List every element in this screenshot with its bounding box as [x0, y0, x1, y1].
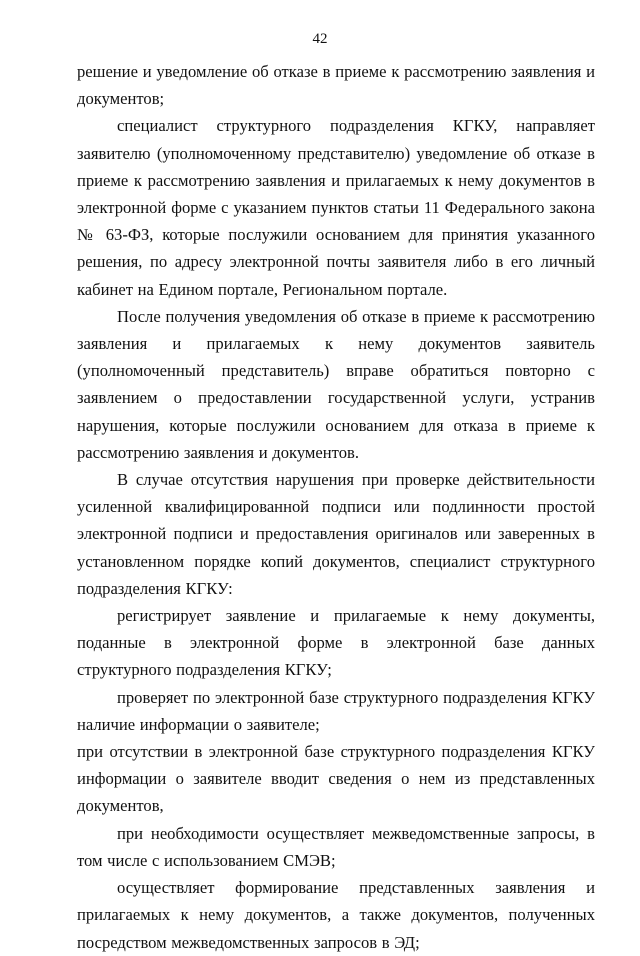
- page-number: 42: [312, 31, 328, 47]
- paragraph: специалист структурного подразделения КГКУ, направляет заявителю (уполномоченному представителю) уведомление об отказе в приеме к рассмотрению заявления и прилагаемых к нему документов в электронной форме с указанием пунктов статьи 11 Федерального закона № 63-ФЗ, которые послужили основанием для принятия указанного решения, по адресу электронной почты заявителя либо в его личный кабинет на Едином портале, Региональном портале.: [77, 116, 595, 299]
- paragraph: В случае отсутствия нарушения при проверке действительности усиленной квалифицированной подписи или подлинности простой электронной подписи и предоставления оригиналов или заверенных в установленном порядке копий документов, специалист структурного подразделения КГКУ:: [77, 470, 595, 598]
- paragraph: осуществляет формирование представленных заявления и прилагаемых к нему документов, а также документов, полученных посредством межведомственных запросов в ЭД;: [77, 878, 595, 952]
- paragraph: при необходимости осуществляет межведомственные запросы, в том числе с использованием СМЭВ;: [77, 823, 595, 870]
- paragraph: проверяет по электронной базе структурного подразделения КГКУ наличие информации о заявителе;: [77, 687, 595, 734]
- document-body: [77, 58, 595, 956]
- paragraph: решение и уведомление об отказе в приеме к рассмотрению заявления и документов;: [77, 62, 595, 109]
- paragraph: при отсутствии в электронной базе структурного подразделения КГКУ информации о заявителе вводит сведения о нем из представленных документов,: [77, 742, 595, 816]
- paragraph: регистрирует заявление и прилагаемые к нему документы, поданные в электронной форме в электронной базе данных структурного подразделения КГКУ;: [77, 606, 595, 680]
- paragraph: После получения уведомления об отказе в приеме к рассмотрению заявления и прилагаемых к нему документов заявитель (уполномоченный представитель) вправе обратиться повторно с заявлением о предоставлении государственной услуги, устранив нарушения, которые послужили основанием для отказа в приеме к рассмотрению заявления и документов.: [77, 306, 595, 462]
